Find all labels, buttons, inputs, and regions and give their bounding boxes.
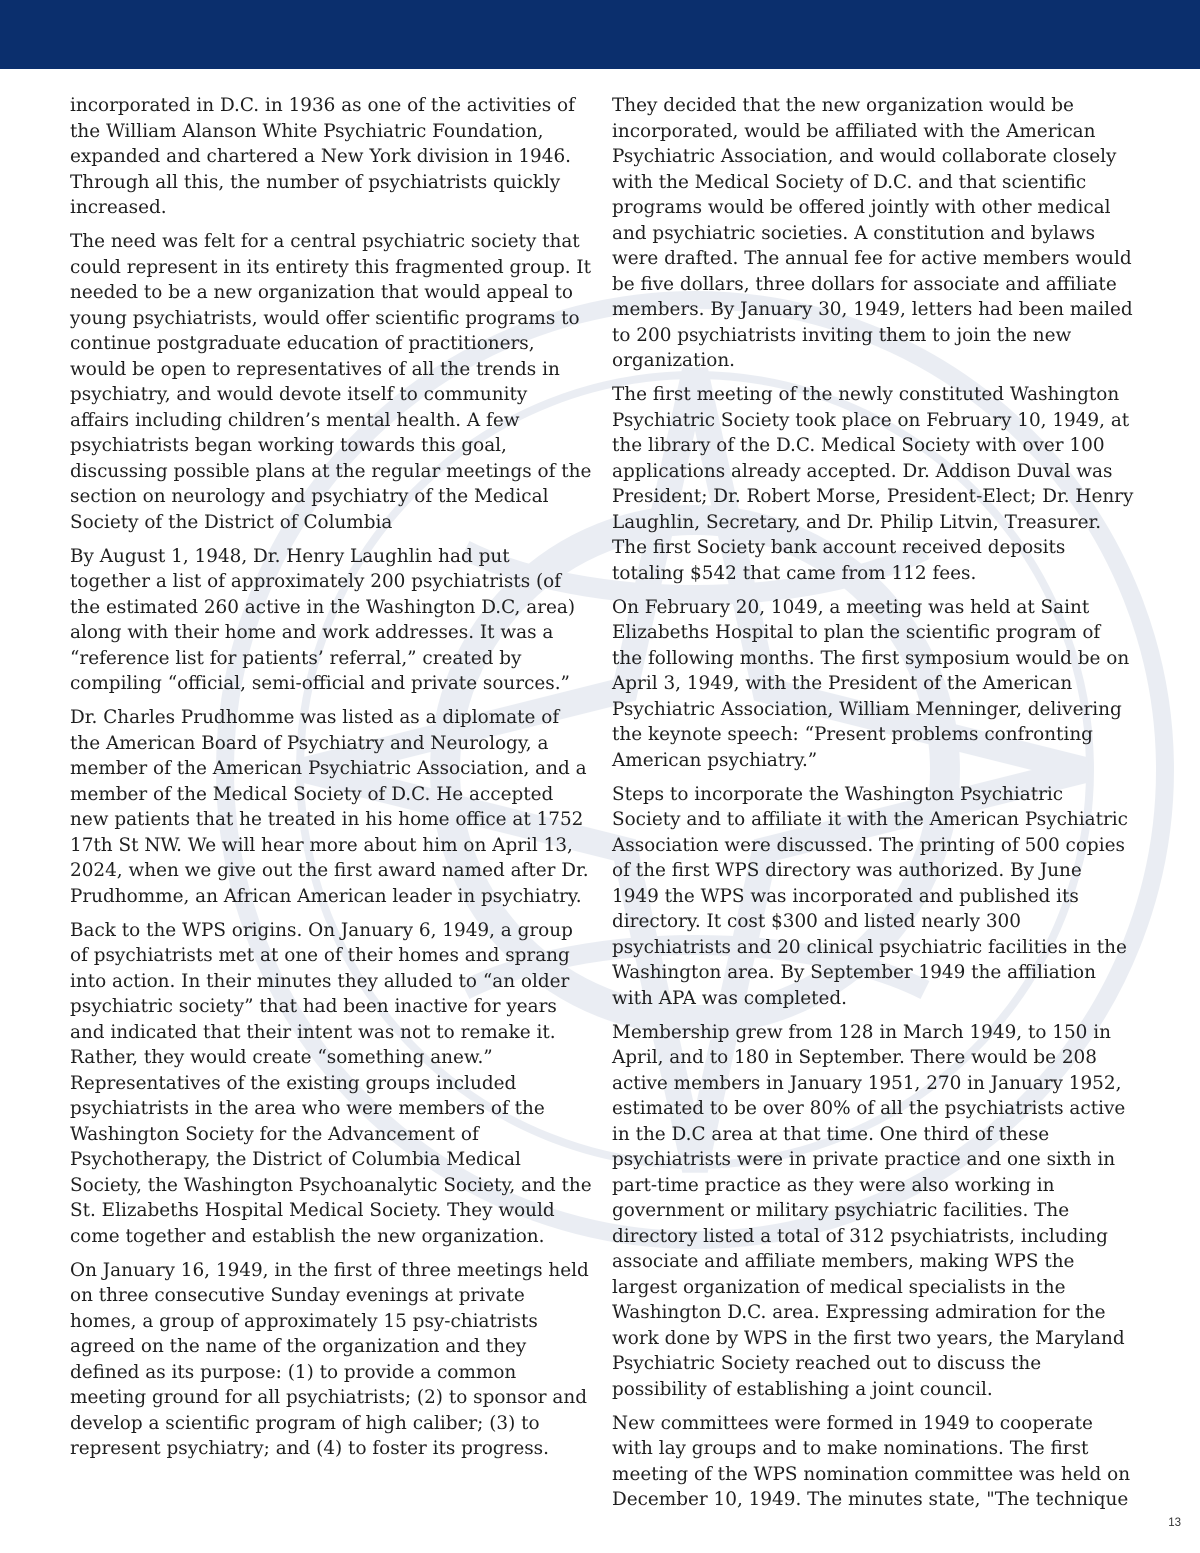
header-band — [0, 0, 1200, 69]
paragraph: By August 1, 1948, Dr. Henry Laughlin had put together a list of approximately 200 psychiatrists (of the estimated 260 active in the Washington D.C, area) along with their home and work addresses. It was a “reference list for patients’ referral,” created by compiling “official, semi-official and private sources.” — [70, 545, 576, 694]
right-column — [612, 93, 1134, 1521]
paragraph: On February 20, 1049, a meeting was held at Saint Elizabeths Hospital to plan the scientific program of the following months. The first symposium would be on April 3, 1949, with the President of the American Psychiatric Association, William Menninger, delivering the keynote speech: “Present problems confronting American psychiatry.” — [612, 596, 1130, 771]
paragraph: incorporated in D.C. in 1936 as one of the activities of the William Alanson White Psychiatric Foundation, expanded and chartered a New York division in 1946. Through all this, the number of psychiatrists quickly increased. — [70, 95, 575, 218]
paragraph: Back to the WPS origins. On January 6, 1949, a group of psychiatrists met at one of their homes and sprang into action. In their minutes they alluded to “an older psychiatric society” that had been inactive for years and indicated that their intent was not to remake it. Rather, they would create “something anew.” Representatives of the existing groups included psychiatrists in the area who were members of the Washington Society for the Advancement of Psychotherapy, the District of Columbia Medical Society, the Washington Psychoanalytic Society, and the St. Elizabeths Hospital Medical Society. They would come together and establish the new organization. — [70, 919, 592, 1247]
paragraph: On January 16, 1949, in the first of three meetings held on three consecutive Sunday evenings at private homes, a group of approximately 15 psy-chiatrists agreed on the name of the organization and they defined as its purpose: (1) to provide a common meeting ground for all psychiatrists; (2) to sponsor and develop a scientific program of high caliber; (3) to represent psychiatry; and (4) to foster its progress. — [70, 1259, 589, 1459]
paragraph: They decided that the new organization would be incorporated, would be affiliated with the American Psychiatric Association, and would collaborate closely with the Medical Society of D.C. and that scientific programs would be offered jointly with other medical and psychiatric societies. A constitution and bylaws were drafted. The annual fee for active members would be five dollars, three dollars for associate and affiliate members. By January 30, 1949, letters had been mailed to 200 psychiatrists inviting them to join the new organization. — [612, 95, 1133, 371]
paragraph: New committees were formed in 1949 to cooperate with lay groups and to make nominations. The first meeting of the WPS nomination committee was held on December 10, 1949. The minutes state, "The technique — [612, 1412, 1131, 1510]
paragraph: Membership grew from 128 in March 1949, to 150 in April, and to 180 in September. There would be 208 active members in January 1951, 270 in January 1952, estimated to be over 80% of all the psychiatrists active in the D.C area at that time. One third of these psychiatrists were in private practice and one sixth in part-time practice as they were also working in government or military psychiatric facilities. The directory listed a total of 312 psychiatrists, including associate and affiliate members, making WPS the largest organization of medical specialists in the Washington D.C. area. Expressing admiration for the work done by WPS in the first two years, the Maryland Psychiatric Society reached out to discuss the possibility of establishing a joint council. — [612, 1021, 1126, 1400]
page-number: 13 — [1168, 1517, 1181, 1529]
paragraph: The first meeting of the newly constituted Washington Psychiatric Society took place on February 10, 1949, at the library of the D.C. Medical Society with over 100 applications already accepted. Dr. Addison Duval was President; Dr. Robert Morse, President-Elect; Dr. Henry Laughlin, Secretary, and Dr. Philip Litvin, Treasurer. The first Society bank account received deposits totaling $542 that came from 112 fees. — [612, 384, 1134, 584]
paragraph: Dr. Charles Prudhomme was listed as a diplomate of the American Board of Psychiatry and Neurology, a member of the American Psychiatric Association, and a member of the Medical Society of D.C. He accepted new patients that he treated in his home office at 1752 17th St NW. We will hear more about him on April 13, 2024, when we give out the first award named after Dr. Prudhomme, an African American leader in psychiatry. — [70, 707, 589, 907]
paragraph: Steps to incorporate the Washington Psychiatric Society and to affiliate it with the American Psychiatric Association were discussed. The printing of 500 copies of the first WPS directory was authorized. By June 1949 the WPS was incorporated and published its directory. It cost $300 and listed nearly 300 psychiatrists and 20 clinical psychiatric facilities in the Washington area. By September 1949 the affiliation with APA was completed. — [612, 783, 1128, 1009]
left-column — [70, 93, 592, 1470]
paragraph: The need was felt for a central psychiatric society that could represent in its entirety this fragmented group. It needed to be a new organization that would appeal to young psychiatrists, would offer scientific programs to continue postgraduate education of practitioners, would be open to representatives of all the trends in psychiatry, and would devote itself to community affairs including children’s mental health. A few psychiatrists began working towards this goal, discussing possible plans at the regular meetings of the section on neurology and psychiatry of the Medical Society of the District of Columbia — [70, 231, 592, 533]
